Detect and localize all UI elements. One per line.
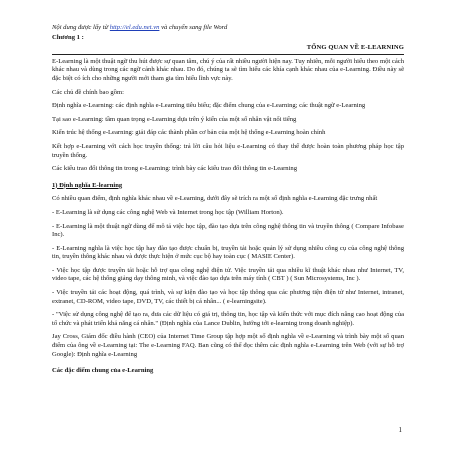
chapter-title: TỔNG QUAN VỀ E-LEARNING [52,44,404,55]
closing-paragraph: Jay Cross, Giám đốc điều hành (CEO) của Internet Time Group tập hợp một số định nghĩa về e-Learning và trình bày một số quan điểm của ông về e-Learning tại: The e-Learning FAQ. Ban cũng có thể đọc thêm các định nghĩa e-Learning trên Web (với sự hỗ trợ Google): Định nghĩa e-Learning [52,333,404,358]
source-note-prefix: Nội dung được lấy từ [52,24,109,31]
section-heading-features: Các đặc điểm chung của e-Learning [52,367,154,375]
definition-item-3: - E-Learning nghĩa là việc học tập hay đào tạo được chuẩn bị, truyền tải hoặc quản lý sử dụng nhiều công cụ của công nghệ thông tin, truyền thông khác nhau và được thực hiện ở mức cục bộ hay toàn cục ( MASIE Center). [52,244,404,261]
intro-paragraph: E-Learning là một thuật ngữ thu hút được sự quan tâm, chú ý của rất nhiều người hiện nay. Tuy nhiên, mỗi người hiểu theo một cách khác nhau và dùng trong các ngữ cảnh khác nhau. Do đó, chúng ta sẽ tìm hiểu các khía cạnh khác nhau của e-Learning. Điều này sẽ đặc biệt có ích cho những người mới tham gia tìm hiểu lĩnh vực này. [52,57,404,82]
overview-item-2: Tại sao e-Learning: tầm quan trọng e-Learning dựa trên ý kiến của một số nhân vật nổi tiếng [52,115,297,123]
section-heading-definition: 1) Định nghĩa E-learning [52,181,123,189]
overview-lead: Các chủ đề chính bao gồm: [52,88,124,96]
source-note [52,24,404,33]
overview-item-1: Định nghĩa e-Learning: các định nghĩa e-Learning tiêu biểu; đặc điểm chung của e-Learning; các thuật ngữ e-Learning [52,102,366,110]
definition-item-2: - E-Learning là một thuật ngữ dùng để mô tả việc học tập, đào tạo dựa trên công nghệ thông tin và truyền thông ( Compare Infobase Inc). [52,222,404,239]
source-link[interactable]: http://el.edu.net.vn [109,24,160,31]
definition-item-6: - "Việc sử dụng công nghệ để tạo ra, đưa các dữ liệu có giá trị, thông tin, học tập và kiến thức với mục đích nâng cao hoạt động của tổ chức và phát triển khả năng cá nhân." (Định nghĩa của Lance Dublin, hướng tới e-learning trong doanh nghiệp). [52,311,404,327]
overview-item-4: Kết hợp e-Learning với cách học truyền thống: trả lời câu hỏi liệu e-Learning có thay thế được hoàn toàn phương pháp học tập truyền thống. [52,142,404,159]
page-number: 1 [398,426,402,434]
overview-item-3: Kiến trúc hệ thống e-Learning: giải đáp các thành phần cơ bản của một hệ thống e-Learning hoàn chỉnh [52,129,326,137]
overview-item-5: Các kiểu trao đổi thông tin trong e-Learning: trình bày các kiểu trao đổi thông tin e-Learning [52,165,297,173]
source-note-suffix: và chuyển sang file Word [161,24,228,31]
definition-item-4: - Việc học tập được truyền tải hoặc hỗ trợ qua công nghệ điện tử. Việc truyền tải qua nhiều kĩ thuật khác nhau như Internet, TV, video tape, các hệ thống giảng dạy thông minh, và việc đào tạo dựa trên máy tính ( CBT ) ( Sun Microsystems, Inc ). [52,266,404,283]
definition-item-1: - E-Learning là sử dụng các công nghệ Web và Internet trong học tập (William Horton). [52,208,284,216]
chapter-label: Chương 1 : [52,33,84,41]
definition-intro: Có nhiều quan điểm, định nghĩa khác nhau về e-Learning, dưới đây sẽ trích ra một số định nghĩa e-Learning đặc trưng nhất [52,195,378,203]
definition-item-5: - Việc truyền tải các hoạt động, quá trình, và sự kiện đào tạo và học tập thông qua các phương tiện điện tử như Internet, intranet, extranet, CD-ROM, video tape, DVD, TV, các thiết bị cá nhân... ( e-learningsite). [52,289,404,305]
document-body [52,24,404,381]
